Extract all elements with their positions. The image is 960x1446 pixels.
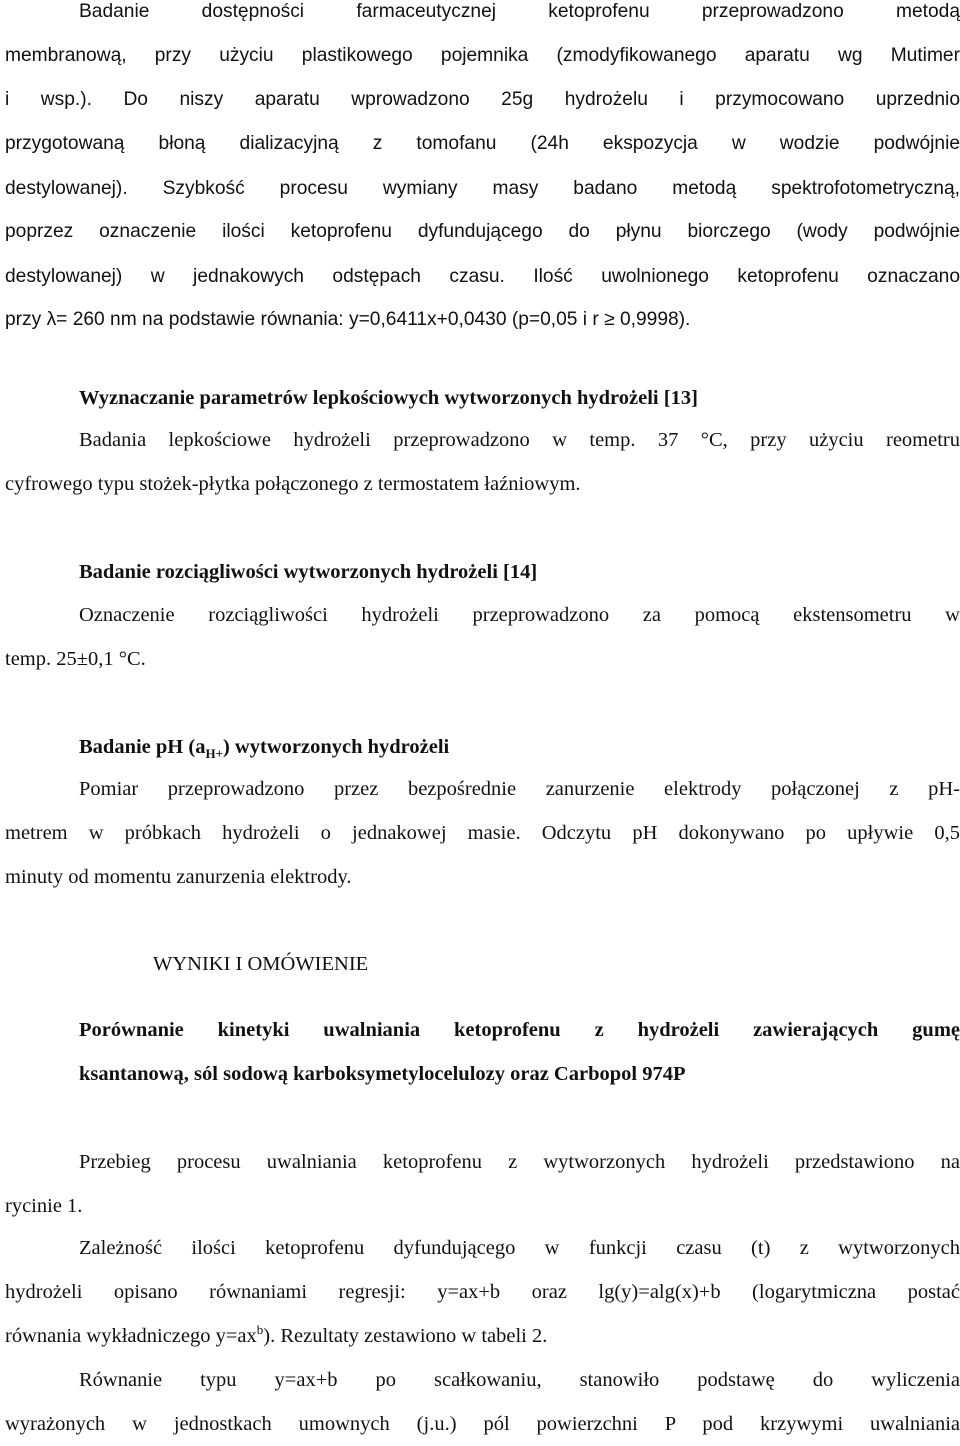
- subscript: H+: [205, 746, 223, 762]
- text-line: wyrażonych w jednostkach umownych (j.u.) pól powierzchni P pod krzywymi uwalniania: [5, 1413, 960, 1435]
- text-line: Oznaczenie rozciągliwości hydrożeli przeprowadzono za pomocą ekstensometru w: [79, 604, 960, 626]
- text-span: destylowanej) w jednakowych odstępach czasu.: [5, 266, 534, 287]
- text-line: metrem w próbkach hydrożeli o jednakowej masie. Odczytu pH dokonywano po upływie 0,5: [5, 822, 960, 844]
- text-line: Zależność ilości ketoprofenu dyfundującego w funkcji czasu (t) z wytworzonych: [79, 1237, 960, 1259]
- text-line: poprzez oznaczenie ilości ketoprofenu dyfundującego do płynu biorczego (wody podwójnie: [5, 221, 960, 242]
- paragraph-przebieg: [5, 1140, 960, 1228]
- greater-equal-symbol: ≥: [604, 309, 615, 330]
- text-line: Pomiar przeprowadzono przez bezpośrednie zanurzenie elektrody połączonej z pH-: [79, 778, 960, 800]
- paragraph-rownanie: [5, 1358, 960, 1446]
- text-span: destylowanej).: [5, 178, 163, 199]
- text-line: [5, 298, 960, 342]
- heading-porownanie: [5, 1008, 960, 1096]
- text-span: przy λ= 260 nm na podstawie równania: y=0,6411x+0,0430 (p=0,05 i r: [5, 309, 605, 330]
- text-line: Badanie dostępności farmaceutycznej ketoprofenu przeprowadzono metodą: [79, 1, 960, 22]
- text-span: ) wytworzonych hydrożeli: [222, 736, 450, 758]
- paragraph-rozciagliwosc: [5, 593, 960, 681]
- text-span: Badanie pH (a: [79, 736, 206, 758]
- text-span: równania wykładniczego y=ax: [5, 1325, 257, 1347]
- text-span: Szybkość procesu wymiany masy badano metodą spektrofotometryczną,: [162, 178, 960, 199]
- text-line: cyfrowego typu stożek-płytka połączonego z termostatem łaźniowym.: [5, 473, 581, 495]
- section-heading-lepkosc: Wyznaczanie parametrów lepkościowych wytworzonych hydrożeli [13]: [79, 387, 698, 409]
- section-heading-rozciagliwosc: Badanie rozciągliwości wytworzonych hydrożeli [14]: [79, 561, 538, 583]
- section-heading-wyniki: WYNIKI I OMÓWIENIE: [153, 953, 369, 975]
- text-span: 0,9998).: [614, 309, 691, 330]
- paragraph-zaleznosc: [5, 1226, 960, 1358]
- section-heading-ph: [79, 727, 449, 767]
- text-line: Równanie typu y=ax+b po scałkowaniu, stanowiło podstawę do wyliczenia: [79, 1369, 960, 1391]
- text-span: ). Rezultaty zestawiono w tabeli 2.: [263, 1325, 548, 1347]
- paragraph-dostepnosc: [5, 0, 960, 342]
- text-line: [5, 254, 960, 298]
- superscript: b: [256, 1322, 264, 1338]
- text-line: [5, 166, 960, 210]
- text-line: Porównanie kinetyki uwalniania ketoprofenu z hydrożeli zawierających gumę: [79, 1019, 960, 1041]
- text-line: [5, 1314, 960, 1358]
- text-line: hydrożeli opisano równaniami regresji: y=ax+b oraz lg(y)=alg(x)+b (logarytmiczna postać: [5, 1281, 960, 1303]
- text-span: Ilość uwolnionego ketoprofenu oznaczano: [533, 266, 960, 287]
- text-line: przygotowaną błoną dializacyjną z tomofanu (24h ekspozycja w wodzie podwójnie: [5, 133, 960, 154]
- text-line: i wsp.). Do niszy aparatu wprowadzono 25g hydrożelu i przymocowano uprzednio: [5, 89, 960, 110]
- text-line: Badania lepkościowe hydrożeli przeprowadzono w temp. 37 °C, przy użyciu reometru: [79, 429, 960, 451]
- text-line: ksantanową, sól sodową karboksymetylocelulozy oraz Carbopol 974P: [79, 1063, 686, 1085]
- paragraph-lepkosc: [5, 418, 960, 506]
- text-line: membranową, przy użyciu plastikowego pojemnika (zmodyfikowanego aparatu wg Mutimer: [5, 45, 960, 66]
- text-line: Przebieg procesu uwalniania ketoprofenu z wytworzonych hydrożeli przedstawiono na: [79, 1151, 960, 1173]
- paragraph-ph: [5, 767, 960, 899]
- text-line: minuty od momentu zanurzenia elektrody.: [5, 866, 352, 888]
- text-line: temp. 25±0,1 °C.: [5, 648, 146, 670]
- text-line: rycinie 1.: [5, 1195, 83, 1217]
